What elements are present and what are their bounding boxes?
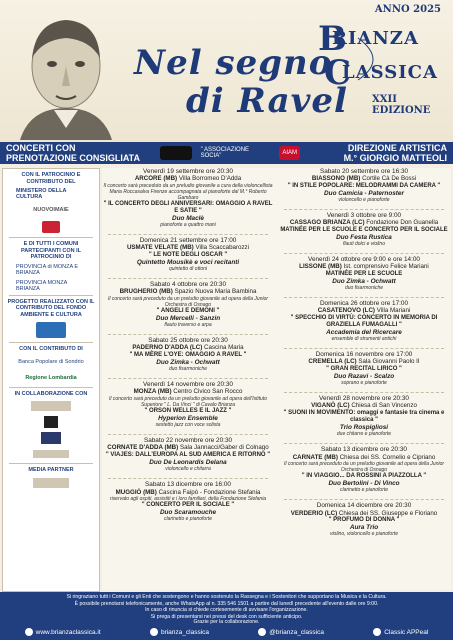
event-town: BRUGHERIO (MB) bbox=[119, 288, 173, 296]
event-divider bbox=[108, 275, 268, 279]
event-venue: Ist. comprensivo Felice Mariani bbox=[343, 263, 429, 271]
divider bbox=[9, 463, 93, 464]
event-date: Domenica 26 ottobre ore 17:00 bbox=[319, 300, 409, 308]
edition-label: XXII EDIZIONE bbox=[372, 94, 431, 116]
booking-note-line-2: PRENOTAZIONE CONSIGLIATA bbox=[6, 153, 140, 163]
facebook-icon bbox=[150, 628, 158, 636]
event-card bbox=[102, 381, 274, 428]
event-town: BIASSONO (MB) bbox=[311, 175, 361, 183]
event-performer: Duo Mercelli - Sanzin bbox=[155, 314, 221, 322]
event-divider bbox=[108, 231, 268, 235]
event-date: Sabato 13 dicembre ore 20:30 bbox=[321, 446, 407, 454]
event-program: " IL CONCERTO DEGLI ANNIVERSARI: OMAGGIO A RAVEL E SATIE " bbox=[103, 200, 273, 214]
event-date: Venerdì 3 ottobre ore 9:00 bbox=[326, 212, 402, 220]
event-program: " ORSON WELLES E IL JAZZ " bbox=[144, 407, 232, 414]
event-date: Venerdì 19 settembre ore 20:30 bbox=[143, 168, 233, 175]
info-band bbox=[0, 142, 453, 164]
event-note: Il concerto sarà preceduto da un preludio giovanile ad opera dell'Istituto Superiore " L. Da Vinci " di Cavalo Brianza bbox=[108, 395, 267, 408]
instagram-icon bbox=[258, 628, 266, 636]
brand-word-2: LASSICA bbox=[342, 62, 438, 83]
event-town: VIGANÒ (LC) bbox=[311, 402, 350, 410]
event-instruments: due chitarre e pianoforte bbox=[336, 431, 392, 438]
event-instruments: violoncello e chitarra bbox=[165, 466, 211, 473]
footer-note-line: Grazie per la collaborazione. bbox=[193, 619, 260, 625]
event-date: Domenica 14 dicembre ore 20:30 bbox=[316, 502, 412, 510]
events-column-left bbox=[102, 168, 274, 525]
ministero-logo: MINISTERO DELLA CULTURA bbox=[16, 188, 67, 200]
event-date: Sabato 20 settembre ore 16:30 bbox=[319, 168, 409, 175]
footer-notes bbox=[0, 592, 453, 620]
event-town: MUGGIÒ (MB) bbox=[115, 488, 157, 496]
event-venue: Villa Borromeo D'Adda bbox=[178, 175, 242, 183]
footer-note-line: In caso di rinuncia si chiede cortesemente di avvisare l'organizzazione. bbox=[145, 607, 308, 614]
event-venue: Cortile Cà De Bossi bbox=[362, 175, 417, 183]
event-program: " ANGELI E DEMONI " bbox=[156, 307, 220, 314]
event-instruments: soprano e pianoforte bbox=[341, 380, 387, 387]
event-instruments: pianoforte a quattro mani bbox=[160, 222, 216, 229]
year-label: ANNO 2025 bbox=[374, 4, 441, 15]
event-program: MATINÉE PER LE SCUOLE E CONCERTO PER IL SOCIALE bbox=[280, 226, 448, 233]
event-location bbox=[102, 489, 274, 496]
website-link[interactable]: www.brianzaclassica.it bbox=[25, 628, 101, 636]
event-instruments: ensemble di strumenti antichi bbox=[331, 336, 397, 343]
event-venue: Villa Scaccabarozzi bbox=[195, 244, 250, 252]
event-venue: Spazio Nuova Maria Bambina bbox=[174, 288, 257, 296]
event-card bbox=[278, 300, 450, 342]
event-instruments: sestetto jazz con voce solista bbox=[155, 422, 221, 429]
event-town: CORNATE D'ADDA (MB) bbox=[107, 444, 179, 452]
event-venue: Chiesa di San Vincenzo bbox=[351, 402, 417, 410]
event-card bbox=[102, 237, 274, 272]
event-location bbox=[102, 444, 274, 451]
event-venue: Chiesa dei SS. Cornelio e Cipriano bbox=[339, 453, 436, 461]
event-note: riservato agli ospiti, assistiti e i loro familiari, della Fondazione Stefania bbox=[109, 495, 267, 502]
event-card bbox=[102, 337, 274, 372]
partner-logo bbox=[16, 431, 86, 445]
events-column-right bbox=[278, 168, 450, 540]
partner-logo bbox=[16, 447, 86, 461]
booking-note-line-1: CONCERTI CON bbox=[6, 143, 76, 153]
event-location bbox=[278, 454, 450, 461]
partner-logo bbox=[16, 399, 86, 413]
event-venue: Cascina Maria bbox=[204, 344, 244, 352]
partner-logo bbox=[16, 415, 86, 429]
event-card bbox=[102, 481, 274, 522]
event-location bbox=[102, 344, 274, 351]
footer-note-line: Si ringraziano tutti i Comuni e gli Enti che sostengono e hanno sostenuto la Rassegna e i Sostenitori che supportano la Musica e la Cultura. bbox=[66, 594, 387, 600]
nuovoimaie-logo: NUOVOIMAIE bbox=[33, 207, 69, 213]
event-card bbox=[102, 281, 274, 328]
event-town: VERDERIO (LC) bbox=[290, 509, 338, 517]
event-program: " GRAN RECITAL LIRICO " bbox=[326, 365, 402, 372]
bps-logo: Banca Popolare di Sondrio bbox=[18, 358, 84, 365]
event-venue: Villa Mariani bbox=[376, 307, 411, 315]
provincia-monza-logo: PROVINCIA MONZA BRIANZA bbox=[16, 279, 68, 292]
page-title bbox=[134, 44, 348, 120]
title-line-1: Nel segno bbox=[134, 43, 333, 83]
sponsor-logo-3: AIAM bbox=[279, 146, 300, 160]
event-instruments: flauto traverso e arpa bbox=[164, 322, 212, 329]
event-location bbox=[102, 244, 274, 251]
event-divider bbox=[284, 294, 444, 298]
event-program: " CONCERTO PER IL SOCIALE " bbox=[141, 501, 235, 508]
brianza-logo bbox=[16, 219, 86, 235]
event-card bbox=[102, 168, 274, 228]
event-date: Venerdì 24 ottobre ore 9:00 e ore 14:00 bbox=[308, 256, 420, 264]
event-program: " VIAJES: DALL'EUROPA AL SUD AMERICA E RITORNO " bbox=[105, 451, 271, 458]
event-program: " LE NOTE DEGLI OSCAR " bbox=[148, 251, 228, 258]
event-location bbox=[278, 263, 450, 270]
event-divider bbox=[108, 375, 268, 379]
event-town: CARNATE (MB) bbox=[292, 453, 338, 461]
divider bbox=[9, 237, 93, 238]
app-link[interactable]: Classic APPeal bbox=[373, 628, 428, 636]
brand-word-1: RIANZA bbox=[332, 28, 419, 49]
event-program: " SUONI IN MOVIMENTO: omaggi e fantasie tra cinema e classica " bbox=[283, 409, 445, 423]
event-note: Il concerto sarà preceduto da un preludio giovanile a cura della violoncellista Maria Roccasalva Firenze accompagnata al pianoforte dal M.° Roberto Gambaro bbox=[103, 182, 273, 201]
artistic-direction bbox=[344, 143, 447, 163]
brand-logo bbox=[318, 20, 448, 130]
event-location bbox=[278, 219, 450, 226]
event-venue: Sala Giovanni Paolo II bbox=[358, 358, 420, 366]
event-town: LISSONE (MB) bbox=[299, 263, 342, 271]
event-performer: Duo Zimka - Ochwatt bbox=[332, 277, 396, 285]
fondo-ambiente-logo bbox=[16, 320, 86, 340]
event-note: Il concerto sarà preceduto da un preludio giovanile ad opera della Junior Orchestra di Osnago bbox=[283, 460, 445, 473]
sponsor-logo-2: " ASSOCIAZIONE SOCIA" bbox=[200, 147, 250, 159]
event-performer: Duo Scaramouche bbox=[159, 508, 217, 516]
booking-note bbox=[6, 143, 140, 163]
event-town: USMATE VELATE (MB) bbox=[126, 244, 194, 252]
globe-icon bbox=[25, 628, 33, 636]
event-note: Il concerto sarà preceduto da un preludio giovanile ad opera della Junior Orchestra di Osnago bbox=[107, 295, 269, 308]
composer-portrait bbox=[0, 0, 130, 140]
event-date: Sabato 25 ottobre ore 20:30 bbox=[148, 337, 228, 345]
event-instruments: quintetto di ottoni bbox=[168, 266, 208, 273]
divider bbox=[9, 342, 93, 343]
event-performer: Duo De Leonardis Delana bbox=[149, 458, 227, 466]
social-links bbox=[0, 626, 453, 638]
event-performer: Trio Rospiglìosi bbox=[339, 423, 389, 431]
event-date: Domenica 16 novembre ore 17:00 bbox=[315, 351, 413, 359]
event-date: Sabato 13 dicembre ore 16:00 bbox=[145, 481, 231, 489]
event-program: " PROFUMO DI DONNA " bbox=[328, 516, 400, 523]
sidebar-heading: CON IL PATROCINIO E CONTRIBUTO DEL bbox=[21, 172, 81, 185]
event-location bbox=[102, 288, 274, 295]
event-performer: Accademia del Ricercare bbox=[326, 328, 402, 336]
event-instruments: flauti dolci e violino bbox=[343, 241, 385, 248]
event-venue: Centro Civico San Rocco bbox=[173, 388, 243, 396]
event-card bbox=[278, 446, 450, 493]
event-performer: Hyperion Ensemble bbox=[158, 414, 218, 422]
event-location bbox=[102, 175, 274, 182]
footer-note-line: È possibile prenotarsi telefonicamente, anche WhatsApp al n. 335 546 1501 a partire dal lunedì precedente all'evento dalle ore 9:00. bbox=[74, 600, 379, 607]
event-divider bbox=[108, 475, 268, 479]
event-location bbox=[278, 510, 450, 517]
event-location bbox=[102, 388, 274, 395]
event-venue: Cascina Faipò - Fondazione Stefania bbox=[158, 488, 261, 496]
event-date: Domenica 21 settembre ore 17:00 bbox=[139, 237, 237, 245]
event-divider bbox=[284, 440, 444, 444]
sponsors-sidebar bbox=[2, 168, 100, 592]
svg-text:B: B bbox=[318, 20, 347, 59]
event-venue: Sala Jannacci/Gaber di Colnago bbox=[179, 444, 269, 452]
event-performer: Duo Festa Rustica bbox=[336, 233, 392, 241]
event-town: CREMELLA (LC) bbox=[308, 358, 357, 366]
event-card bbox=[278, 395, 450, 437]
event-card bbox=[278, 168, 450, 203]
event-instruments: clarinetto e pianoforte bbox=[339, 487, 389, 494]
event-town: CASSAGO BRIANZA (LC) bbox=[289, 219, 365, 227]
event-divider bbox=[284, 206, 444, 210]
event-program: " IN STILE POPOLARE: MELODRAMMI DA CAMERA " bbox=[287, 182, 441, 189]
event-program: " MA MÈRE L'OYE: OMAGGIO A RAVEL " bbox=[129, 351, 247, 358]
event-performer: Duo Razavi - Scalzo bbox=[333, 372, 395, 380]
divider bbox=[9, 295, 93, 296]
event-location bbox=[278, 307, 450, 314]
event-divider bbox=[108, 431, 268, 435]
event-divider bbox=[284, 496, 444, 500]
sidebar-heading: MEDIA PARTNER bbox=[28, 467, 74, 473]
event-performer: Quintetto Mousikè e voci recitanti bbox=[136, 258, 240, 266]
event-program: " IN VIAGGIO... DA ROSSINI A PIAZZOLLA " bbox=[301, 472, 427, 479]
event-instruments: duo fisarmoniche bbox=[344, 285, 384, 292]
event-divider bbox=[284, 250, 444, 254]
divider bbox=[9, 387, 93, 388]
sponsor-logo-1 bbox=[160, 146, 192, 160]
event-performer: Duo Camicia - Paternoster bbox=[324, 189, 404, 197]
event-venue: Chiesa dei SS. Giuseppe e Floriano bbox=[338, 509, 438, 517]
footer bbox=[0, 592, 453, 640]
sidebar-heading: PROGETTO REALIZZATO CON IL CONTRIBUTO DEL FONDO AMBIENTE E CULTURA bbox=[7, 298, 95, 318]
event-location bbox=[278, 175, 450, 182]
event-town: ARCORE (MB) bbox=[134, 175, 178, 183]
event-card bbox=[278, 256, 450, 291]
event-date: Sabato 22 novembre ore 20:30 bbox=[143, 437, 233, 445]
event-performer: Duo Bertolini - Di Vinco bbox=[328, 479, 400, 487]
footer-note-line: Si prega di presentarsi nei pressi del desk con sufficiente anticipo. bbox=[150, 613, 303, 620]
title-line-2: di Ravel bbox=[186, 81, 348, 121]
sponsor-logos bbox=[160, 145, 300, 161]
event-instruments: violino, violoncello e pianoforte bbox=[329, 531, 399, 538]
facebook-link[interactable]: brianza_classica bbox=[150, 628, 209, 636]
event-performer: Duo Maclè bbox=[172, 214, 204, 222]
event-date: Sabato 4 ottobre ore 20:30 bbox=[149, 281, 227, 289]
event-instruments: duo fisarmoniche bbox=[168, 366, 208, 373]
event-program: " SPECCHIO DI VIRTÙ: CONCERTO IN MEMORIA DI GRAZIELLA FUMAGALLI " bbox=[290, 314, 438, 328]
header bbox=[0, 0, 453, 142]
sidebar-heading: IN COLLABORAZIONE CON bbox=[14, 390, 88, 397]
event-date: Venerdì 28 novembre ore 20:30 bbox=[319, 395, 409, 403]
event-divider bbox=[284, 389, 444, 393]
event-performer: Aura Trio bbox=[349, 523, 379, 531]
event-divider bbox=[284, 345, 444, 349]
sidebar-heading: CON IL CONTRIBUTO DI bbox=[19, 346, 83, 352]
event-card bbox=[278, 502, 450, 537]
artistic-direction-line-1: DIREZIONE ARTISTICA bbox=[347, 143, 447, 153]
svg-text:C: C bbox=[324, 53, 352, 93]
event-date: Venerdì 14 novembre ore 20:30 bbox=[143, 381, 233, 389]
artistic-direction-line-2: M.° GIORGIO MATTEOLI bbox=[343, 153, 447, 163]
regione-lombardia-logo: Regione Lombardia bbox=[25, 374, 77, 381]
event-card bbox=[278, 351, 450, 386]
event-card bbox=[278, 212, 450, 247]
media-partner-logo bbox=[16, 476, 86, 490]
event-performer: Duo Zimka - Ochwatt bbox=[156, 358, 220, 366]
event-location bbox=[278, 358, 450, 365]
event-venue: Fondazione Don Guanella bbox=[366, 219, 439, 227]
event-location bbox=[278, 402, 450, 409]
event-instruments: violoncello e pianoforte bbox=[338, 197, 390, 204]
event-card bbox=[102, 437, 274, 472]
event-town: CASATENOVO (LC) bbox=[317, 307, 375, 315]
provincia-lecco-logo: PROVINCIA di MONZA E BRIANZA bbox=[16, 263, 79, 276]
event-program: MATINÉE PER LE SCUOLE bbox=[325, 270, 403, 277]
event-town: MONZA (MB) bbox=[133, 388, 172, 396]
event-divider bbox=[108, 331, 268, 335]
event-town: PADERNO D'ADDA (LC) bbox=[132, 344, 203, 352]
events-area bbox=[102, 168, 451, 590]
sidebar-heading: E DI TUTTI I COMUNI PARTECIPANTI CON IL PATROCINIO DI bbox=[21, 241, 81, 260]
event-instruments: clarinetto e pianoforte bbox=[163, 516, 213, 523]
app-icon bbox=[373, 628, 381, 636]
instagram-link[interactable]: @brianza_classica bbox=[258, 628, 324, 636]
